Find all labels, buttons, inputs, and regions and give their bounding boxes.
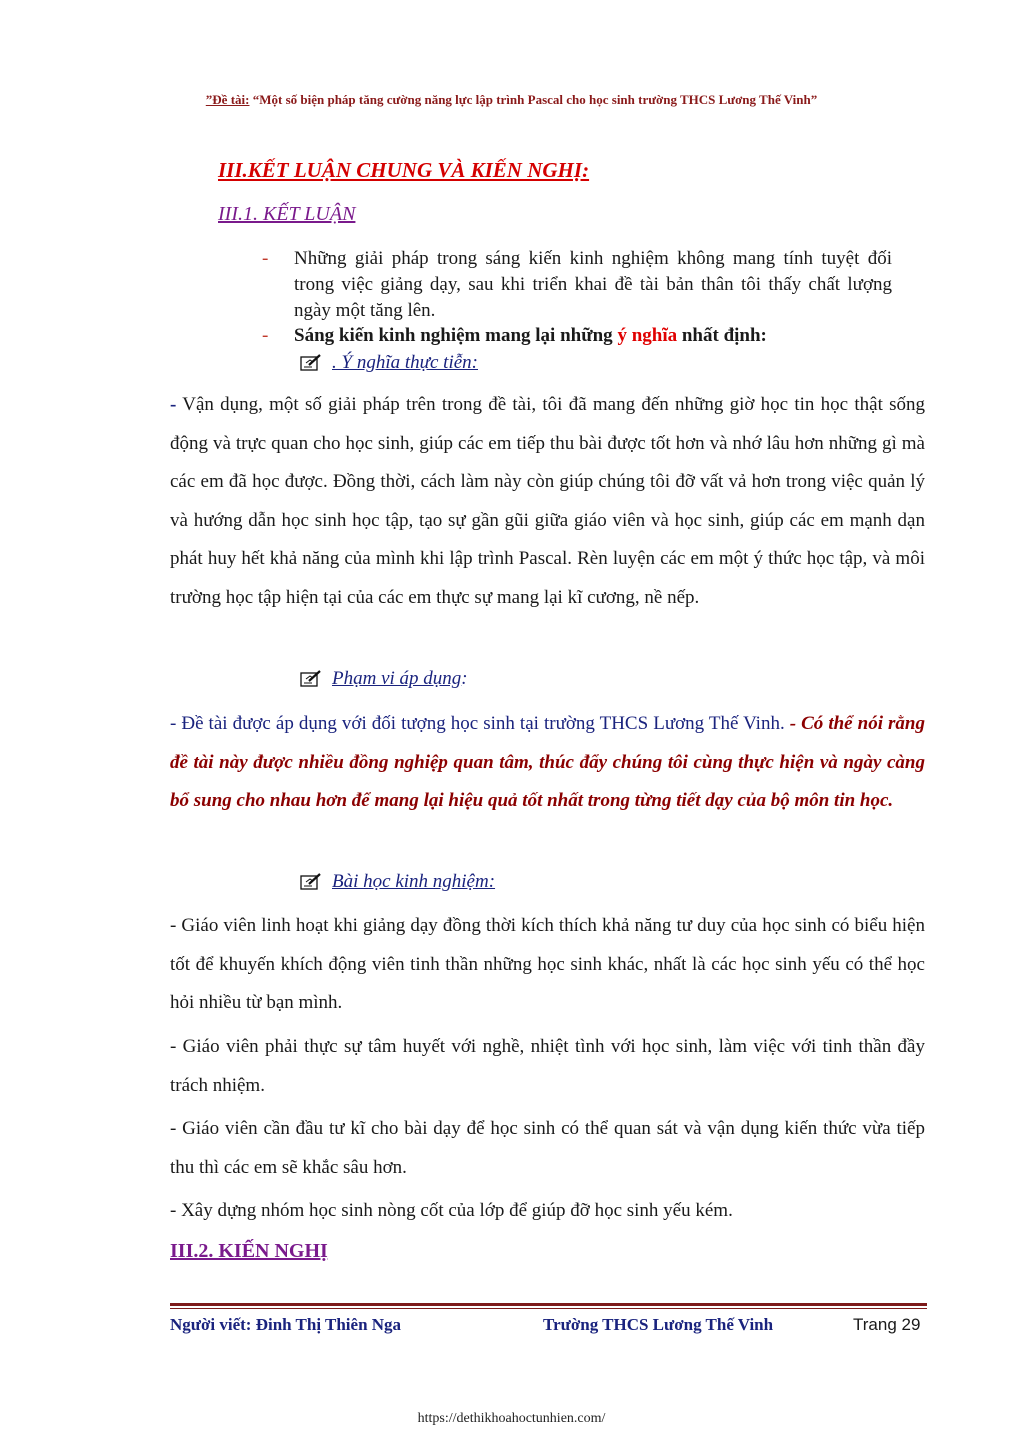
bullet-dash: -	[262, 325, 269, 346]
pham-vi-text: - Đề tài được áp dụng với đối tượng học sinh tại trường THCS Lương Thế Vinh.	[170, 713, 790, 734]
writing-hand-icon	[300, 873, 322, 891]
writing-hand-icon	[300, 670, 322, 688]
bai-hoc-paragraph-2: - Giáo viên phải thực sự tâm huyết với nghề, nhiệt tình với học sinh, làm việc với tinh thần đầy trách nhiệm.	[170, 1036, 925, 1096]
bullet-item-2	[262, 323, 892, 349]
subsection-recommendation: III.2. KIẾN NGHỊ	[170, 1240, 328, 1262]
bullet-item-1	[262, 246, 892, 324]
subsection-conclusion: III.1. KẾT LUẬN	[218, 203, 356, 225]
footer-rule	[170, 1303, 927, 1306]
bullet-text-part: nhất định:	[677, 325, 767, 346]
footer-rule-thin	[170, 1308, 927, 1309]
footer-school: Trường THCS Lương Thế Vinh	[543, 1315, 774, 1334]
header-title: “Một số biện pháp tăng cường năng lực lập trình Pascal cho học sinh trường THCS Lương Thế Vinh”	[249, 92, 818, 107]
footer-author: Người viết: Đinh Thị Thiên Nga	[170, 1315, 402, 1334]
bullet-dash: -	[262, 248, 269, 269]
document-header	[0, 92, 1023, 108]
pham-vi-colon: :	[461, 668, 468, 689]
highlight-text: ý nghĩa	[617, 325, 678, 346]
y-nghia-heading: . Ý nghĩa thực tiễn:	[332, 352, 478, 373]
page-number: Trang 29	[853, 1315, 921, 1334]
pham-vi-heading: Phạm vi áp dụng	[332, 668, 462, 689]
y-nghia-heading-line	[300, 352, 478, 374]
para-dash: -	[170, 394, 177, 415]
bai-hoc-heading: Bài học kinh nghiệm:	[332, 871, 496, 892]
source-url[interactable]: https://dethikhoahoctunhien.com/	[417, 1411, 606, 1426]
pham-vi-heading-line	[300, 668, 468, 690]
writing-hand-icon	[300, 354, 322, 372]
y-nghia-text: Vận dụng, một số giải pháp trên trong đề tài, tôi đã mang đến những giờ học tin học thật sống động và trực quan cho học sinh, giúp các em tiếp thu bài được tốt hơn và nhớ lâu hơn những gì mà các em đã học được. Đồng thời, cách làm này còn giúp chúng tôi đỡ vất vả hơn trong việc quản lý và hướng dẫn học sinh học tập, tạo sự gần gũi giữa giáo viên và học sinh, giúp các em mạnh dạn phát huy hết khả năng của mình khi lập trình Pascal. Rèn luyện các em một ý thức học tập, và môi trường học tập hiện tại của các em thực sự mang lại kĩ cương, nề nếp.	[170, 394, 925, 608]
y-nghia-paragraph	[170, 386, 925, 618]
bullet-text-part: Sáng kiến kinh nghiệm mang lại những	[294, 325, 618, 346]
bai-hoc-paragraph-4: - Xây dựng nhóm học sinh nòng cốt của lớp để giúp đỡ học sinh yếu kém.	[170, 1200, 733, 1221]
section-title: III.KẾT LUẬN CHUNG VÀ KIẾN NGHỊ:	[218, 158, 590, 182]
pham-vi-emphasis: - Có thể nói rằng đề tài này được nhiều đồng nghiệp quan tâm, thúc đẩy chúng tôi cùng thực hiện và ngày càng bổ sung cho nhau hơn để mang lại hiệu quả tốt nhất trong từng tiết dạy của bộ môn tin học.	[170, 713, 925, 812]
bullet-text	[294, 323, 892, 349]
pham-vi-paragraph	[170, 705, 925, 821]
header-label: ”Đề tài:	[205, 92, 250, 107]
bai-hoc-paragraph-1: - Giáo viên linh hoạt khi giảng dạy đồng thời kích thích khả năng tư duy của học sinh có biểu hiện tốt để khuyến khích động viên tinh thần những học sinh khác, nhất là các học sinh yếu có thể học hỏi nhiều từ bạn mình.	[170, 915, 925, 1014]
bai-hoc-heading-line	[300, 871, 495, 893]
bullet-text: Những giải pháp trong sáng kiến kinh nghiệm không mang tính tuyệt đối trong việc giảng dạy, sau khi triển khai đề tài bản thân tôi thấy chất lượng ngày một tăng lên.	[294, 248, 892, 321]
bai-hoc-paragraph-3: - Giáo viên cần đầu tư kĩ cho bài dạy để học sinh có thể quan sát và vận dụng kiến thức vừa tiếp thu thì các em sẽ khắc sâu hơn.	[170, 1118, 925, 1178]
